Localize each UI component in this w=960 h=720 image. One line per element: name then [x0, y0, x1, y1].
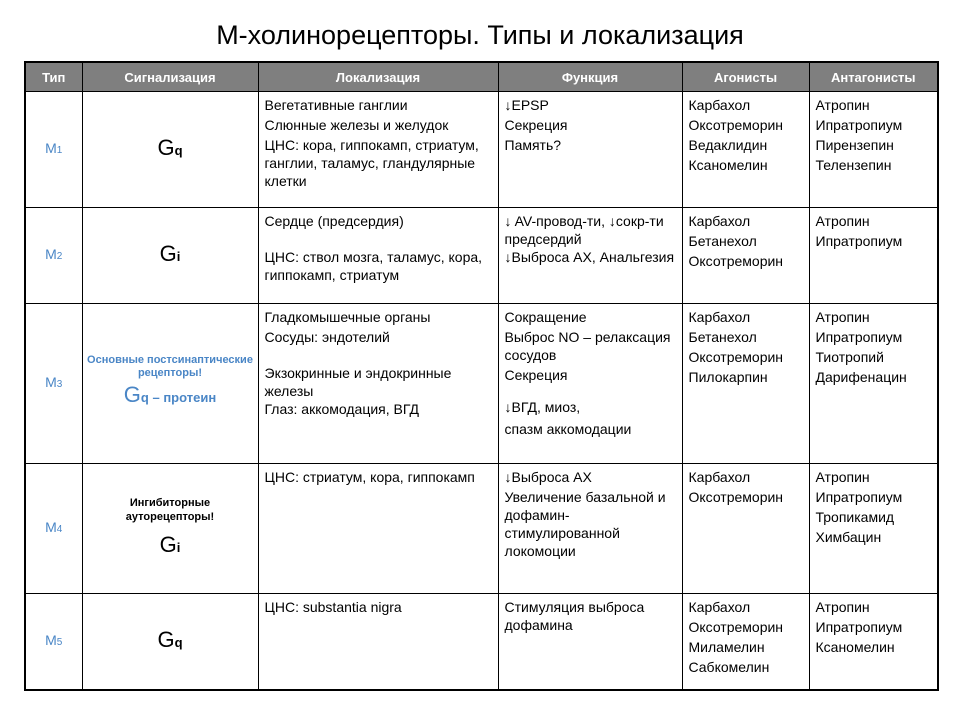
antagonist-item: Ксаномелин — [815, 639, 895, 655]
function-item: спазм аккомодации — [504, 421, 632, 437]
antagonists-cell — [809, 92, 938, 208]
signaling-cell — [82, 92, 258, 208]
agonist-item: Сабкомелин — [688, 659, 770, 675]
signaling-cell — [82, 208, 258, 304]
type-letter: M — [45, 140, 57, 156]
agonists-cell — [682, 464, 809, 594]
function-item: ↓ AV-провод-ти, ↓сокр-ти предсердий — [504, 213, 664, 247]
agonist-item: Пилокарпин — [688, 369, 768, 385]
agonist-item: Оксотреморин — [688, 349, 784, 365]
antagonists-cell — [809, 304, 938, 464]
antagonists-cell — [809, 208, 938, 304]
function-item: Увеличение базальной и дофамин-стимулированной локомоции — [504, 489, 666, 559]
header-row — [25, 62, 938, 92]
localization-item: Сосуды: эндотелий — [264, 329, 390, 345]
antagonist-item: Пирензепин — [815, 137, 894, 153]
function-item: Память? — [504, 137, 562, 153]
agonist-item: Ведаклидин — [688, 137, 768, 153]
column-header-type: Тип — [25, 62, 82, 92]
agonist-item: Оксотреморин — [688, 489, 784, 505]
g-subscript: i — [176, 249, 181, 264]
localization-item: Вегетативные ганглии — [264, 97, 408, 113]
table-row — [25, 304, 938, 464]
receptor-type — [25, 208, 82, 304]
g-subscript: q — [174, 143, 183, 158]
antagonist-item: Ипратропиум — [815, 489, 903, 505]
function-item: Секреция — [504, 367, 568, 383]
type-subscript: 3 — [56, 379, 63, 390]
agonist-item: Бетанехол — [688, 233, 757, 249]
function-item: Выброс NO – релаксация сосудов — [504, 329, 671, 363]
type-letter: M — [45, 631, 57, 648]
column-header-function: Функция — [498, 62, 682, 92]
function-item: ↓ВГД, миоз, — [504, 399, 581, 415]
function-item: ↓Выброса АХ, Анальгезия — [504, 249, 675, 265]
column-header-agonists: Агонисты — [682, 62, 809, 92]
table-row — [25, 594, 938, 690]
column-header-signaling: Сигнализация — [82, 62, 258, 92]
antagonist-item: Атропин — [815, 97, 870, 113]
agonist-item: Ксаномелин — [688, 157, 768, 173]
table-row — [25, 464, 938, 594]
agonist-item: Карбахол — [688, 213, 751, 229]
g-subscript: i — [176, 540, 181, 555]
function-cell — [498, 304, 682, 464]
localization-item: Слюнные железы и желудок — [264, 117, 449, 133]
agonists-cell — [682, 594, 809, 690]
function-item: ↓Выброса АХ — [504, 469, 592, 485]
antagonist-item: Ипратропиум — [815, 619, 903, 635]
agonist-item: Оксотреморин — [688, 253, 784, 269]
agonist-item: Карбахол — [688, 599, 751, 615]
localization-cell — [258, 208, 498, 304]
function-item: Секреция — [504, 117, 568, 133]
g-protein-label — [160, 241, 181, 266]
type-letter: M — [45, 519, 57, 535]
agonist-item: Миламелин — [688, 639, 765, 655]
agonist-item: Оксотреморин — [688, 619, 784, 635]
function-cell — [498, 464, 682, 594]
localization-cell — [258, 92, 498, 208]
receptor-type — [25, 92, 82, 208]
g-protein-label — [87, 532, 254, 561]
localization-cell — [258, 304, 498, 464]
column-header-localization: Локализация — [258, 62, 498, 92]
g-subscript: q — [174, 634, 183, 650]
type-letter: M — [45, 246, 57, 262]
g-letter: G — [159, 532, 177, 557]
table-row — [25, 92, 938, 208]
localization-cell — [258, 464, 498, 594]
g-letter: G — [159, 241, 177, 266]
antagonist-item: Телензепин — [815, 157, 892, 173]
function-cell — [498, 92, 682, 208]
g-subscript: q — [140, 390, 149, 405]
localization-item: Гладкомышечные органы — [264, 309, 431, 325]
antagonist-item: Ипратропиум — [815, 329, 903, 345]
g-protein-label — [157, 627, 182, 652]
type-subscript: 5 — [56, 636, 63, 648]
localization-item: ЦНС: кора, гиппокамп, стриатум, ганглии, таламус, гландулярные клетки — [264, 137, 479, 189]
type-letter: M — [45, 374, 57, 390]
agonist-item: Карбахол — [688, 309, 751, 325]
type-subscript: 4 — [56, 524, 63, 535]
receptor-table — [24, 61, 939, 691]
receptor-type — [25, 464, 82, 594]
antagonist-item: Атропин — [815, 599, 870, 615]
antagonist-item: Дарифенацин — [815, 369, 907, 385]
antagonist-item: Ипратропиум — [815, 233, 903, 249]
agonist-item: Карбахол — [688, 97, 751, 113]
localization-item: Сердце (предсердия) — [264, 213, 404, 229]
function-item: Стимуляция выброса дофамина — [504, 599, 645, 633]
agonist-item: Оксотреморин — [688, 117, 784, 133]
receptor-type — [25, 304, 82, 464]
agonists-cell — [682, 92, 809, 208]
agonist-item: Бетанехол — [688, 329, 757, 345]
signaling-cell — [82, 594, 258, 690]
g-protein-label — [157, 135, 182, 160]
antagonist-item: Атропин — [815, 309, 870, 325]
page-title: М-холинорецепторы. Типы и локализация — [216, 20, 744, 50]
agonists-cell — [682, 304, 809, 464]
column-header-antagonists: Антагонисты — [809, 62, 938, 92]
antagonist-item: Атропин — [815, 469, 870, 485]
antagonist-item: Тиотропий — [815, 349, 884, 365]
function-item: Сокращение — [504, 309, 587, 325]
type-subscript: 1 — [56, 145, 63, 156]
agonists-cell — [682, 208, 809, 304]
receptor-type — [25, 594, 82, 690]
antagonist-item: Атропин — [815, 213, 870, 229]
g-suffix: – протеин — [148, 390, 217, 405]
agonist-item: Карбахол — [688, 469, 751, 485]
localization-item: ЦНС: substantia nigra — [264, 599, 402, 615]
function-cell — [498, 594, 682, 690]
antagonist-item: Тропикамид — [815, 509, 895, 525]
signaling-note: Ингибиторные ауторецепторы! — [125, 497, 215, 523]
g-letter: G — [157, 135, 175, 160]
localization-item: Глаз: аккомодация, ВГД — [264, 401, 419, 417]
function-item: ↓EPSP — [504, 97, 549, 113]
type-subscript: 2 — [56, 251, 63, 262]
antagonist-item: Химбацин — [815, 529, 882, 545]
localization-item: ЦНС: стриатум, кора, гиппокамп — [264, 469, 475, 485]
localization-cell — [258, 594, 498, 690]
g-letter: G — [123, 382, 141, 407]
antagonists-cell — [809, 594, 938, 690]
signaling-cell — [82, 464, 258, 594]
antagonists-cell — [809, 464, 938, 594]
antagonist-item: Ипратропиум — [815, 117, 903, 133]
function-cell — [498, 208, 682, 304]
localization-item: ЦНС: ствол мозга, таламус, кора, гиппокамп, стриатум — [264, 249, 483, 283]
signaling-cell — [82, 304, 258, 464]
g-letter: G — [157, 626, 175, 652]
signaling-note: Основные постсинаптические рецепторы! — [87, 354, 253, 379]
table-row — [25, 208, 938, 304]
localization-item: Экзокринные и эндокринные железы — [264, 365, 452, 399]
g-protein-label — [87, 380, 254, 413]
